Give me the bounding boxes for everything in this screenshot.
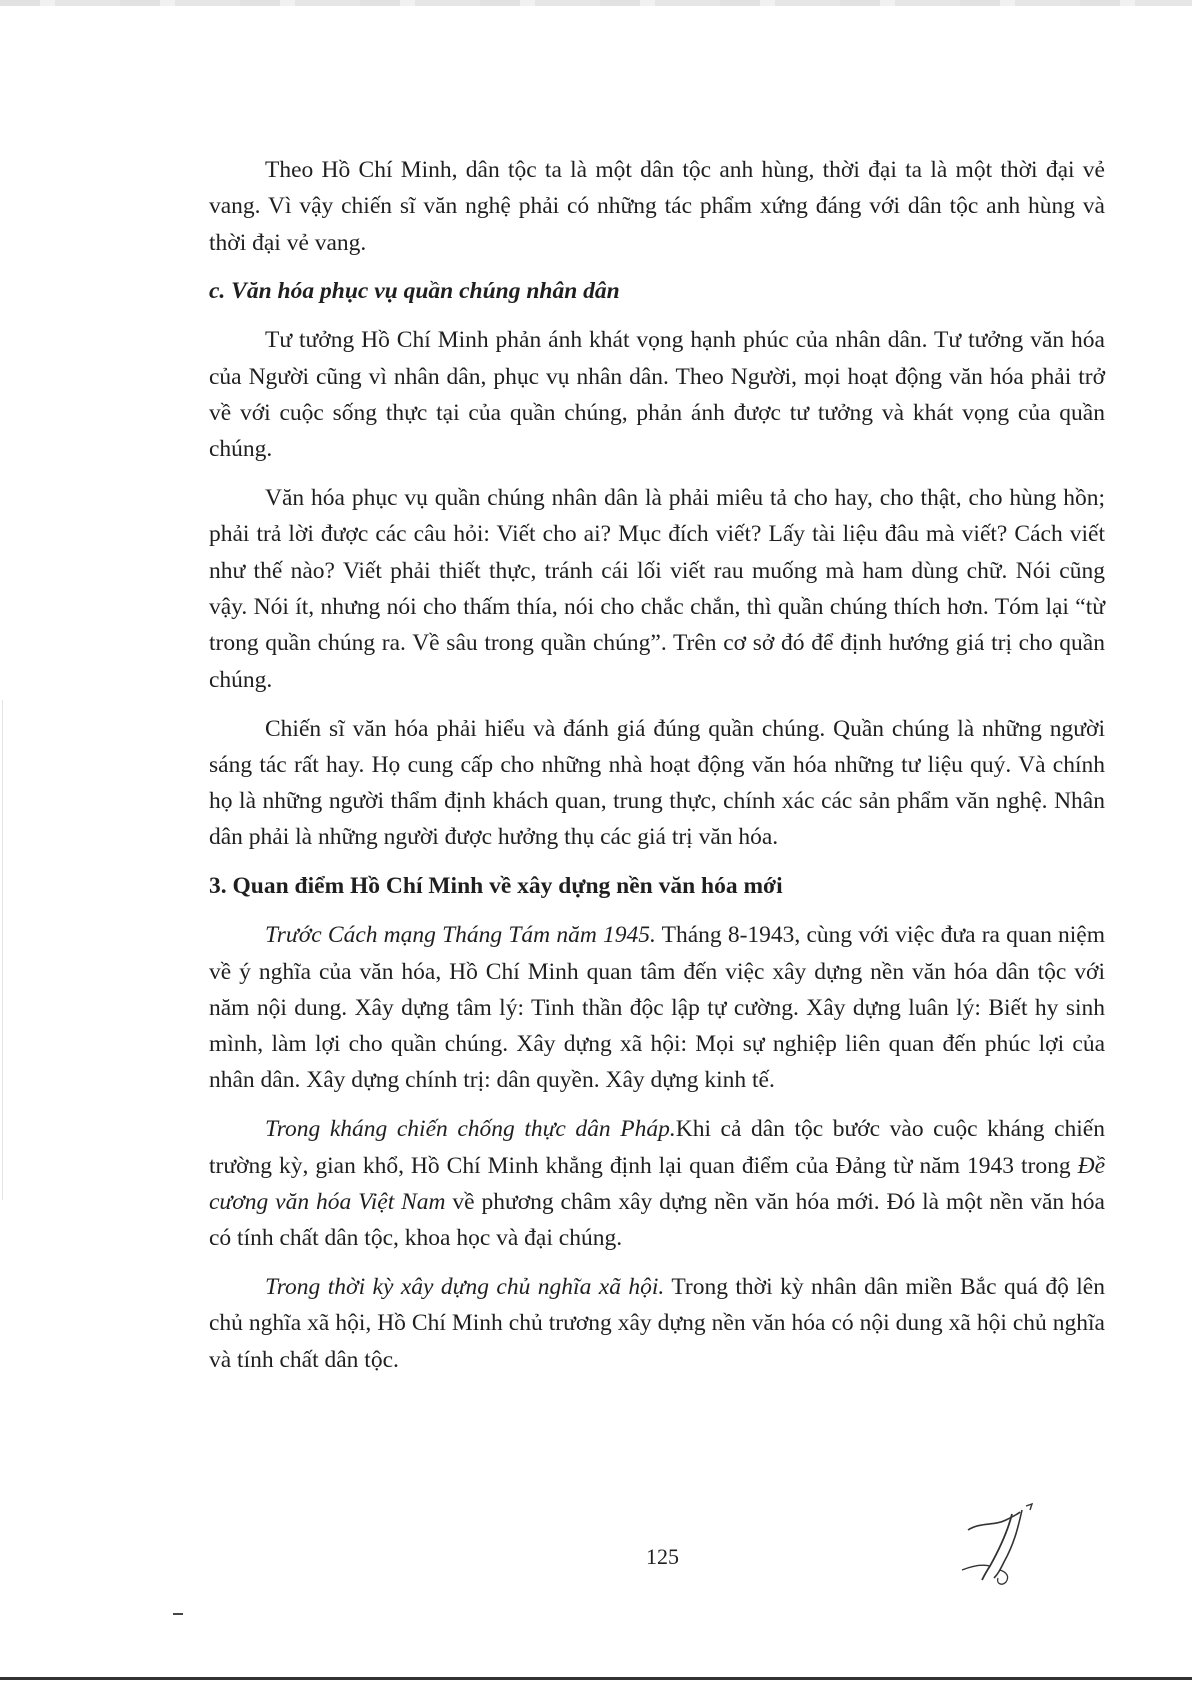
- paragraph-6-lead: Trong kháng chiến chống thực dân Pháp.: [265, 1116, 676, 1143]
- section-heading-3: 3. Quan điểm Hồ Chí Minh về xây dựng nền văn hóa mới: [209, 873, 783, 900]
- scan-top-edge: [0, 0, 1192, 6]
- paragraph-6-body-b: về phương châm xây dựng nền văn hóa mới. Đó là một nền văn hóa có tính chất dân tộc, khoa học và đại chúng.: [209, 1188, 1105, 1252]
- document-body: [209, 152, 1105, 1378]
- paragraph-2: Tư tưởng Hồ Chí Minh phản ánh khát vọng hạnh phúc của nhân dân. Tư tưởng văn hóa của Người cũng vì nhân dân, phục vụ nhân dân. Theo Người, mọi hoạt động văn hóa phải trở về với cuộc sống thực tại của quần chúng, phản ánh được tư tưởng và khát vọng của quần chúng.: [209, 327, 1105, 463]
- paragraph-5-lead: Trước Cách mạng Tháng Tám năm 1945.: [265, 922, 656, 949]
- paragraph-1: Theo Hồ Chí Minh, dân tộc ta là một dân tộc anh hùng, thời đại ta là một thời đại vẻ vang. Vì vậy chiến sĩ văn nghệ phải có những tác phẩm xứng đáng với dân tộc anh hùng và thời đại vẻ vang.: [209, 157, 1105, 256]
- paragraph-7: [209, 1269, 1105, 1378]
- paragraph-5: [209, 917, 1105, 1098]
- paragraph-5-body: Tháng 8-1943, cùng với việc đưa ra quan niệm về ý nghĩa của văn hóa, Hồ Chí Minh quan tâm đến việc xây dựng nền văn hóa dân tộc với năm nội dung. Xây dựng tâm lý: Tinh thần độc lập tự cường. Xây dựng luân lý: Biết hy sinh mình, làm lợi cho quần chúng. Xây dựng xã hội: Mọi sự nghiệp liên quan đến phúc lợi của nhân dân. Xây dựng chính trị: dân quyền. Xây dựng kinh tế.: [209, 922, 1105, 1094]
- paragraph-3: Văn hóa phục vụ quần chúng nhân dân là phải miêu tả cho hay, cho thật, cho hùng hồn; phải trả lời được các câu hỏi: Viết cho ai? Mục đích viết? Lấy tài liệu đâu mà viết? Cách viết như thế nào? Viết phải thiết thực, tránh cái lối viết rau muống mà ham dùng chữ. Nói cũng vậy. Nói ít, nhưng nói cho thấm thía, nói cho chắc chắn, thì quần chúng thích hơn. Tóm lại “từ trong quần chúng ra. Về sâu trong quần chúng”. Trên cơ sở đó để định hướng giá trị cho quần chúng.: [209, 485, 1105, 693]
- signature-icon: [960, 1500, 1070, 1590]
- paragraph-6-title: Đề cương văn hóa Việt Nam: [209, 1152, 1105, 1215]
- paragraph-7-lead: Trong thời kỳ xây dựng chủ nghĩa xã hội.: [265, 1274, 665, 1301]
- scan-left-edge: [2, 700, 3, 1200]
- scan-bottom-edge: [0, 1677, 1192, 1680]
- paragraph-6: [209, 1111, 1105, 1256]
- paragraph-4: Chiến sĩ văn hóa phải hiểu và đánh giá đúng quần chúng. Quần chúng là những người sáng tác rất hay. Họ cung cấp cho những nhà hoạt động văn hóa những tư liệu quý. Và chính họ là những người thẩm định khách quan, trung thực, chính xác các sản phẩm văn nghệ. Nhân dân phải là những người được hưởng thụ các giá trị văn hóa.: [209, 715, 1105, 851]
- margin-mark: [173, 1613, 183, 1615]
- page-number: 125: [646, 1544, 679, 1569]
- paragraph-7-body: Trong thời kỳ nhân dân miền Bắc quá độ lên chủ nghĩa xã hội, Hồ Chí Minh chủ trương xây dựng nền văn hóa có nội dung xã hội chủ nghĩa và tính chất dân tộc.: [209, 1274, 1105, 1373]
- paragraph-6-body-a: Khi cả dân tộc bước vào cuộc kháng chiến trường kỳ, gian khổ, Hồ Chí Minh khẳng định lại quan điểm của Đảng từ năm 1943 trong: [209, 1116, 1105, 1179]
- section-heading-c: c. Văn hóa phục vụ quần chúng nhân dân: [209, 278, 620, 305]
